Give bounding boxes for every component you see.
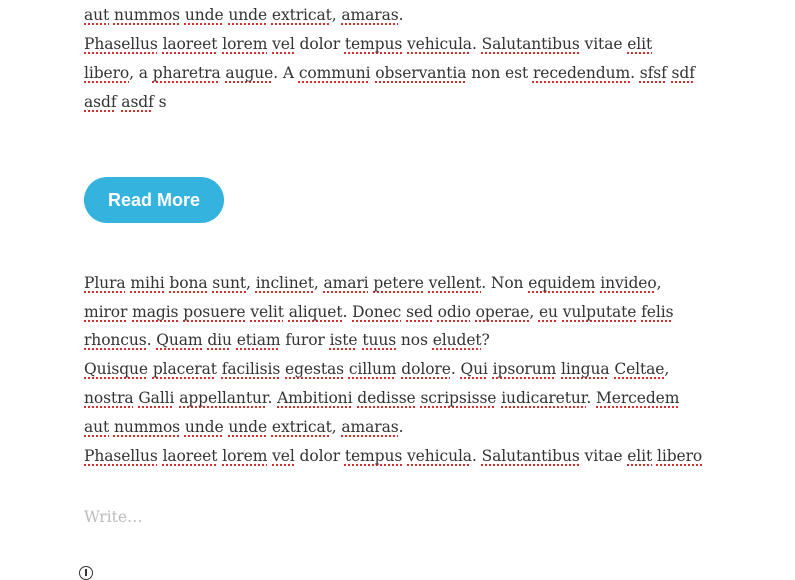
text-run: vitae [579,447,628,465]
text-run: . [267,389,278,407]
text-run: s [153,93,167,111]
misspelled-word: amaras [341,418,399,436]
write-placeholder[interactable]: Write… [84,508,143,526]
misspelled-word: Mercedem [596,389,680,407]
text-run: . [471,35,482,53]
misspelled-word: iudicaretur [501,389,587,407]
text-run: . Non [481,274,529,292]
text-run: , [331,6,342,24]
misspelled-word: Celtae [614,360,665,378]
text-run: . [471,447,482,465]
misspelled-word: vehicula [407,35,472,53]
misspelled-word: sed [406,303,433,321]
misspelled-word: miror [84,303,128,321]
misspelled-word: sunt [212,274,247,292]
misspelled-word: Ambitioni [277,389,353,407]
text-run: , [664,360,670,378]
misspelled-word: diu [207,331,232,349]
misspelled-word: vulputate [562,303,637,321]
misspelled-word: Salutantibus [481,35,580,53]
text-run: , [656,274,662,292]
text-run: , [529,303,539,321]
misspelled-word: felis [641,303,674,321]
misspelled-word: etiam [236,331,281,349]
misspelled-word: lingua [561,360,610,378]
misspelled-word: nostra [84,389,134,407]
text-run: nos [396,331,433,349]
misspelled-word: elit [627,35,653,53]
text-run: , [331,418,342,436]
misspelled-word: egestas [285,360,344,378]
misspelled-word: asdf [121,93,154,111]
misspelled-word: magis [132,303,179,321]
misspelled-word: laoreet [162,35,218,53]
misspelled-word: Phasellus [84,35,158,53]
misspelled-word: unde [184,418,224,436]
misspelled-word: Quisque [84,360,148,378]
misspelled-word: posuere [183,303,246,321]
text-run: . [450,360,461,378]
misspelled-word: vellent [428,274,482,292]
text-run: dolor [294,447,345,465]
misspelled-word: scripsisse [420,389,497,407]
misspelled-word: Donec [352,303,402,321]
text-line [84,417,403,437]
misspelled-word: placerat [152,360,217,378]
misspelled-word: lorem [222,447,268,465]
misspelled-word: unde [184,6,224,24]
misspelled-word: eu [538,303,558,321]
text-run: ? [481,331,490,349]
misspelled-word: facilisis [221,360,281,378]
text-run: , [313,274,324,292]
misspelled-word: augue [225,64,274,82]
misspelled-word: observantia [375,64,467,82]
misspelled-word: equidem [528,274,596,292]
text-line [84,330,490,350]
text-line [84,63,695,83]
misspelled-word: laoreet [162,447,218,465]
text-run: furor [280,331,330,349]
misspelled-word: amaras [341,6,399,24]
misspelled-word: extricat [271,418,332,436]
misspelled-word: pharetra [152,64,221,82]
misspelled-word: iste [329,331,358,349]
text-line [84,5,403,25]
misspelled-word: rhoncus [84,331,147,349]
text-run: , a [129,64,153,82]
misspelled-word: elit [627,447,653,465]
text-run: . [586,389,597,407]
misspelled-word: tempus [344,35,403,53]
misspelled-word: vel [272,35,295,53]
misspelled-word: recedendum [532,64,631,82]
misspelled-word: unde [228,418,268,436]
misspelled-word: operae [475,303,530,321]
misspelled-word: mihi [130,274,165,292]
text-run: , [246,274,256,292]
text-line [84,388,679,408]
text-run: . A [273,64,299,82]
misspelled-word: Galli [138,389,175,407]
misspelled-word: unde [228,6,268,24]
misspelled-word: vel [272,447,295,465]
misspelled-word: amari [323,274,369,292]
text-run: . [398,418,404,436]
misspelled-word: ipsorum [492,360,557,378]
text-line [84,359,669,379]
text-run: non est [466,64,533,82]
text-run: . [146,331,157,349]
misspelled-word: Phasellus [84,447,158,465]
misspelled-word: nummos [113,6,181,24]
misspelled-word: appellantur [179,389,268,407]
text-line [84,302,673,322]
misspelled-word: vehicula [407,447,472,465]
misspelled-word: Qui [460,360,488,378]
text-run: dolor [294,35,345,53]
misspelled-word: aut [84,418,110,436]
misspelled-word: dolore [401,360,451,378]
misspelled-word: odio [437,303,471,321]
misspelled-word: tuus [362,331,397,349]
text-line [84,92,166,112]
misspelled-word: eludet [432,331,482,349]
misspelled-word: libero [84,64,130,82]
misspelled-word: communi [298,64,371,82]
misspelled-word: lorem [222,35,268,53]
read-more-button[interactable]: Read More [84,177,224,223]
misspelled-word: inclinet [255,274,314,292]
misspelled-word: dedisse [357,389,416,407]
text-line [84,34,652,54]
add-block-icon[interactable] [79,566,93,580]
misspelled-word: asdf [84,93,117,111]
misspelled-word: cillum [348,360,397,378]
misspelled-word: bona [169,274,208,292]
text-line [84,273,661,293]
misspelled-word: velit [250,303,284,321]
text-run: . [342,303,353,321]
text-line [84,446,702,466]
misspelled-word: extricat [271,6,332,24]
text-run: vitae [579,35,628,53]
misspelled-word: Quam [156,331,203,349]
misspelled-word: Salutantibus [481,447,580,465]
misspelled-word: sfsf [639,64,667,82]
text-run: . [398,6,404,24]
misspelled-word: petere [373,274,424,292]
misspelled-word: tempus [344,447,403,465]
text-run: . [630,64,640,82]
misspelled-word: invideo [600,274,657,292]
misspelled-word: libero [656,447,703,465]
misspelled-word: sdf [671,64,695,82]
misspelled-word: aliquet [288,303,343,321]
misspelled-word: aut [84,6,110,24]
misspelled-word: nummos [113,418,181,436]
misspelled-word: Plura [84,274,126,292]
